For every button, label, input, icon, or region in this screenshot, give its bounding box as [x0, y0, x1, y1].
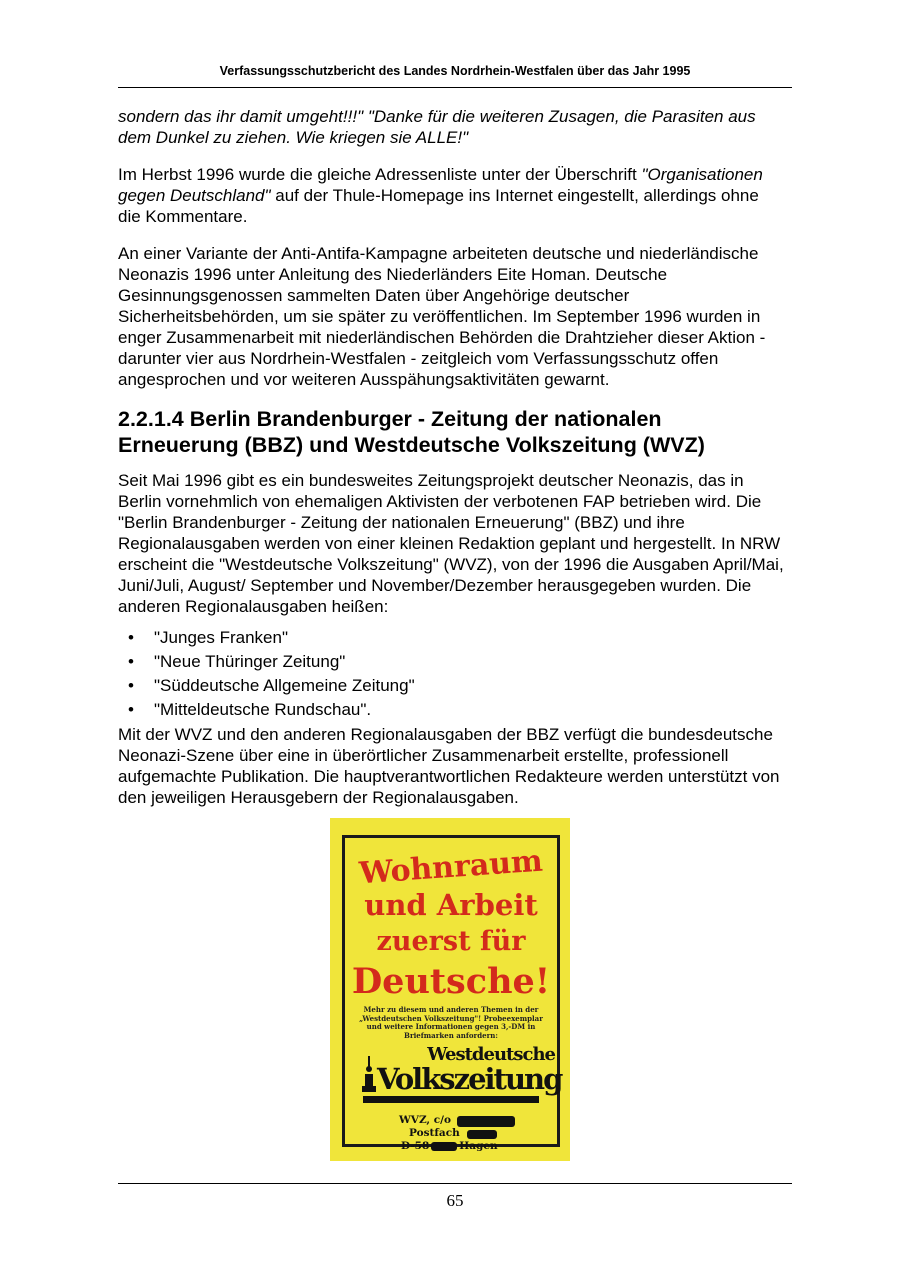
- list-item: [118, 699, 786, 720]
- paragraph-thule-end: auf der Thule-Homepage ins Internet eingestellt, allerdings ohne die Kommentare.: [118, 186, 759, 226]
- footer-rule: [118, 1183, 792, 1184]
- poster-brand-top: Westdeutsche: [427, 1044, 555, 1065]
- poster-bar: [363, 1096, 539, 1103]
- poster-frame: [342, 835, 562, 1152]
- list-item: [118, 627, 786, 648]
- wvz-poster-image: [330, 818, 570, 1161]
- redaction-mark: [431, 1142, 457, 1151]
- redaction-mark: [467, 1130, 497, 1139]
- body-text: [118, 106, 786, 824]
- bullet-icon: •: [128, 700, 134, 719]
- paragraph-thule-start: Im Herbst 1996 wurde die gleiche Adressenliste unter der Überschrift: [118, 165, 642, 184]
- bullet-icon: •: [128, 652, 134, 671]
- running-head: Verfassungsschutzbericht des Landes Nordrhein-Westfalen über das Jahr 1995: [219, 64, 691, 78]
- paragraph-thule-italic: "Organisationen gegen Deutschland": [118, 165, 763, 205]
- poster-address-line-1: WVZ, c/o: [399, 1114, 451, 1126]
- paragraph-thule: [118, 164, 786, 227]
- poster-address-line-2: Postfach: [409, 1127, 460, 1139]
- bullet-icon: •: [128, 676, 134, 695]
- list-item: [118, 675, 786, 696]
- section-heading: 2.2.1.4 Berlin Brandenburger - Zeitung der nationalen Erneuerung (BBZ) und Westdeutsche Volkszeitung (WVZ): [118, 407, 705, 457]
- quote-text: sondern das ihr damit umgeht!!!" "Danke für die weiteren Zusagen, die Parasiten aus dem Dunkel zu ziehen. Wie kriegen sie ALLE!": [118, 107, 756, 147]
- poster-headline-1: Wohnraum: [358, 843, 544, 892]
- list-item-text: "Mitteldeutsche Rundschau".: [154, 700, 372, 719]
- poster-brand-main: Volkszeitung: [377, 1062, 562, 1096]
- quote-paragraph: [118, 106, 786, 148]
- poster-address-city-code: D-58: [401, 1140, 430, 1152]
- list-item-text: "Süddeutsche Allgemeine Zeitung": [154, 676, 415, 695]
- poster-address-line-3: [401, 1140, 498, 1152]
- redaction-mark: [457, 1116, 515, 1127]
- paragraph-anti-antifa: An einer Variante der Anti-Antifa-Kampagne arbeiteten deutsche und niederländische Neonazis 1996 unter Anleitung des Niederländers Eite Homan. Deutsche Gesinnungsgenossen sammelten Daten über Angehörige deutscher Sicherheitsbehörden, um sie später zu veröffentlichen. Im September 1996 wurden in enger Zusammenarbeit mit niederländischen Behörden die Drahtzieher dieser Aktion - darunter vier aus Nordrhein-Westfalen - zeitgleich vom Verfassungsschutz offen angesprochen und vor weiteren Ausspähungsaktivitäten gewarnt.: [118, 244, 766, 389]
- poster-headline-2: und Arbeit: [364, 888, 538, 922]
- paragraph-bbz: Seit Mai 1996 gibt es ein bundesweites Zeitungsprojekt deutscher Neonazis, das in Berlin vornehmlich von ehemaligen Aktivisten der verbotenen FAP betrieben wird. Die "Berlin Brandenburger - Zeitung der nationalen Erneuerung" (BBZ) und ihre Regionalausgaben werden von einer kleinen Redaktion geplant und hergestellt. In NRW erscheint die "Westdeutsche Volkszeitung" (WVZ), von der 1996 die Ausgaben April/Mai, Juni/Juli, August/ September und November/Dezember herausgegeben wurden. Die anderen Regionalausgaben heißen:: [118, 471, 784, 616]
- list-item: [118, 651, 786, 672]
- poster-address-city: Hagen: [459, 1140, 498, 1152]
- poster-headline-4: Deutsche!: [351, 961, 551, 1002]
- page-number: 65: [446, 1191, 464, 1210]
- poster-headline-3: zuerst für: [376, 926, 526, 957]
- paragraph-publication: Mit der WVZ und den anderen Regionalausgaben der BBZ verfügt die bundesdeutsche Neonazi-Szene über eine in überörtlicher Zusammenarbeit erstellte, professionell aufgemachte Publikation. Die hauptverantwortlichen Redakteure werden unterstützt von den jeweiligen Herausgebern der Regionalausgaben.: [118, 725, 780, 807]
- bullet-icon: •: [128, 628, 134, 647]
- statue-icon: [359, 1054, 379, 1094]
- list-item-text: "Junges Franken": [154, 628, 288, 647]
- list-item-text: "Neue Thüringer Zeitung": [154, 652, 346, 671]
- poster-small-text: Mehr zu diesem und anderen Themen in der „Westdeutschen Volkszeitung"! Probeexemplar und weitere Informationen gegen 3,-DM in Briefmarken anfordern:: [359, 1005, 543, 1040]
- regional-editions-list: [118, 627, 786, 720]
- header-rule: [118, 87, 792, 88]
